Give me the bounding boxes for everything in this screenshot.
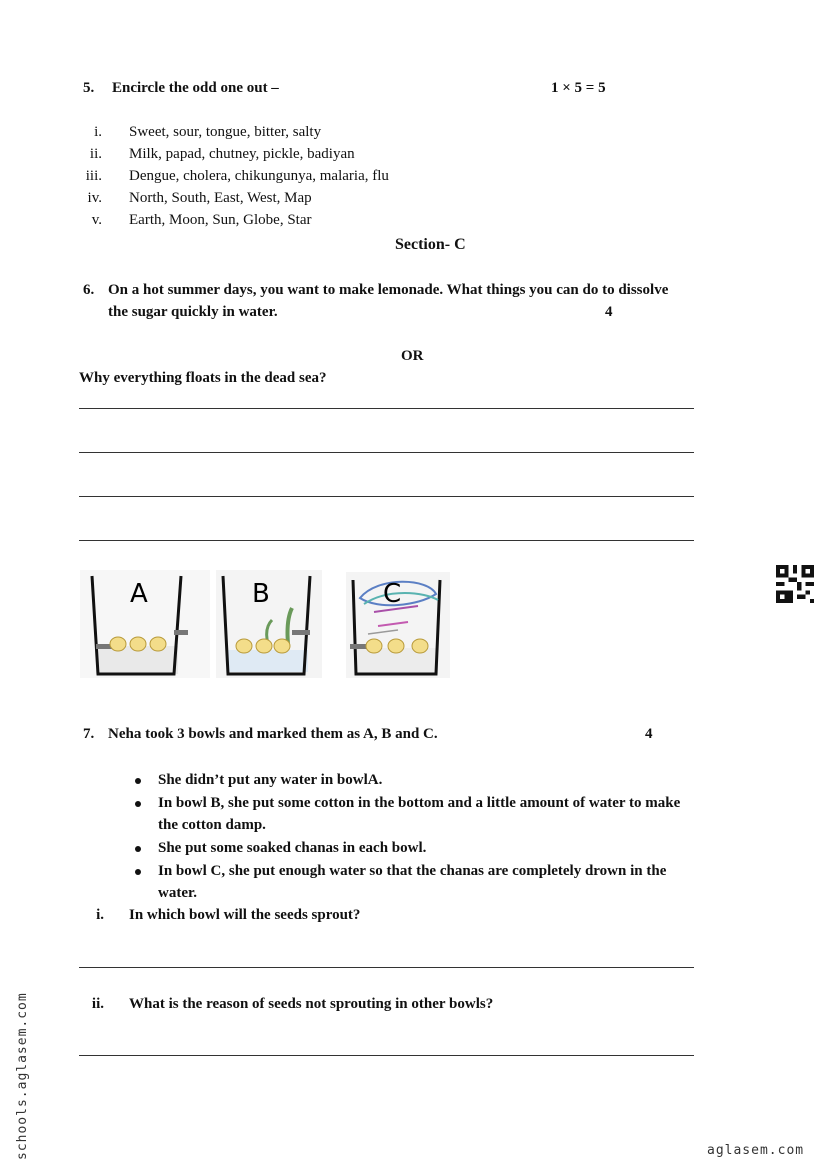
q7-text: Neha took 3 bowls and marked them as A, B and C. — [108, 726, 438, 742]
q5-marks: 1 × 5 = 5 — [551, 80, 606, 96]
q7-number: 7. — [83, 726, 95, 742]
section-heading: Section- C — [395, 236, 466, 253]
q7-sub-question-i: In which bowl will the seeds sprout? — [129, 907, 361, 923]
q6-number: 6. — [83, 282, 95, 298]
qr-code-icon — [776, 564, 814, 604]
answer-line — [79, 496, 694, 497]
q7-marks: 4 — [645, 726, 653, 742]
list-item: In bowl B, she put some cotton in the bottom and a little amount of water to make — [158, 795, 681, 811]
q6-text-line2: the sugar quickly in water. — [108, 304, 278, 320]
answer-line — [79, 1055, 694, 1056]
answer-line — [79, 408, 694, 409]
q5-text: Encircle the odd one out – — [112, 80, 279, 96]
bullet-icon — [135, 846, 141, 852]
q5-option-num: iii. — [85, 168, 102, 184]
list-item: She didn’t put any water in bowlA. — [158, 772, 383, 788]
q5-option-num: v. — [91, 212, 102, 228]
list-item: water. — [158, 885, 198, 901]
bowls-illustration — [78, 566, 458, 682]
q5-option-num: ii. — [89, 146, 102, 162]
or-divider: OR — [401, 348, 424, 364]
q5-option-num: iv. — [87, 190, 102, 206]
answer-line — [79, 967, 694, 968]
q7-sub-i-num: i. — [96, 907, 104, 923]
answer-line — [79, 452, 694, 453]
bowl-a — [80, 570, 210, 678]
q5-option: Sweet, sour, tongue, bitter, salty — [129, 124, 322, 140]
q7-sub-ii-num: ii. — [91, 996, 104, 1012]
bowl-label: A — [130, 579, 148, 609]
q5-option: Earth, Moon, Sun, Globe, Star — [129, 212, 312, 228]
q6-alternate-question: Why everything floats in the dead sea? — [79, 370, 327, 386]
footer-watermark: aglasem.com — [707, 1143, 805, 1158]
bullet-icon — [135, 778, 141, 784]
bowl-b — [216, 570, 322, 678]
q7-sub-question-ii: What is the reason of seeds not sprouting in other bowls? — [129, 996, 494, 1012]
q6-text-line1: On a hot summer days, you want to make lemonade. What things you can do to dissolve — [108, 282, 669, 298]
bullet-icon — [135, 869, 141, 875]
bullet-icon — [135, 801, 141, 807]
list-item: She put some soaked chanas in each bowl. — [158, 840, 427, 856]
bowl-label: B — [252, 579, 270, 609]
q5-number: 5. — [83, 80, 95, 96]
side-watermark: schools.aglasem.com — [15, 992, 30, 1160]
q5-option-num: i. — [94, 124, 102, 140]
bowl-c — [346, 572, 450, 678]
q5-option: Milk, papad, chutney, pickle, badiyan — [129, 146, 355, 162]
q5-option: North, South, East, West, Map — [129, 190, 312, 206]
q5-option: Dengue, cholera, chikungunya, malaria, flu — [129, 168, 389, 184]
list-item: the cotton damp. — [158, 817, 266, 833]
q6-marks: 4 — [605, 304, 613, 320]
bowl-label: C — [383, 579, 402, 609]
list-item: In bowl C, she put enough water so that the chanas are completely drown in the — [158, 863, 667, 879]
answer-line — [79, 540, 694, 541]
